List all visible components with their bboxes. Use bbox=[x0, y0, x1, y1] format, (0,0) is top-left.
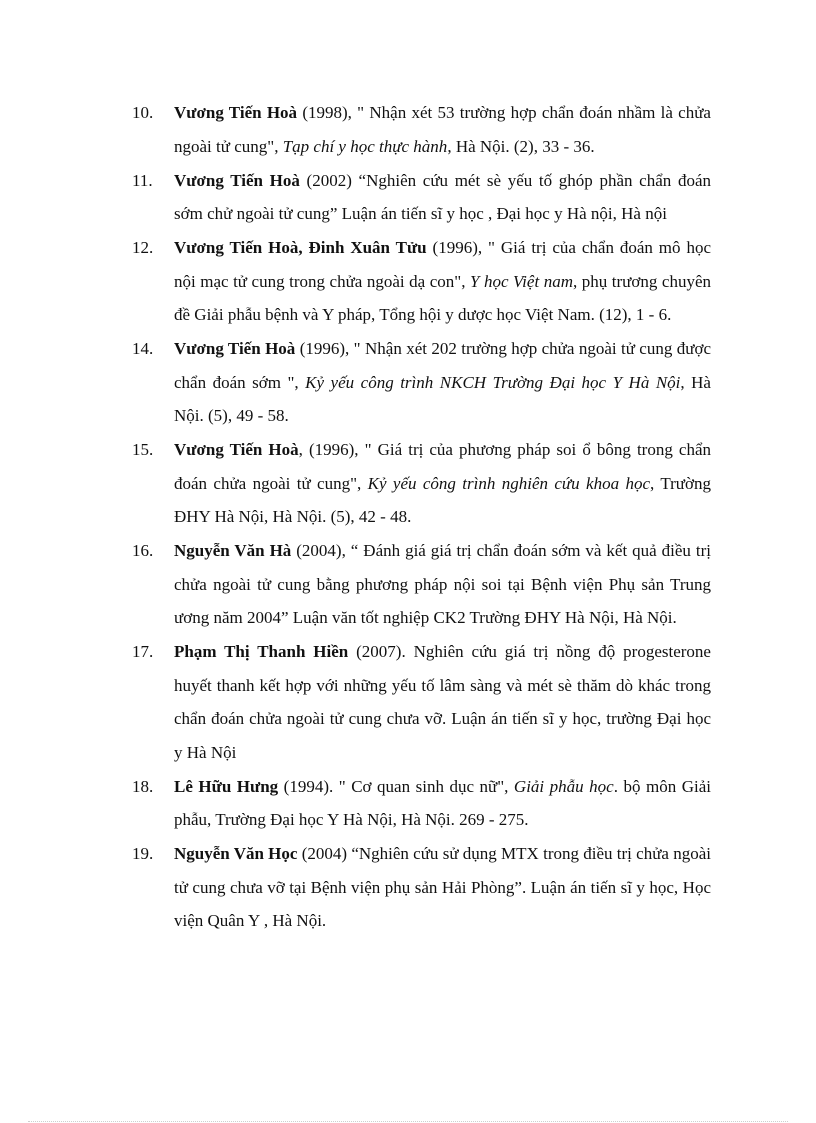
reference-number: 10. bbox=[132, 103, 154, 122]
reference-details: , phụ trương chuyên đề Giải phẫu bệnh và Y pháp, Tổng hội y dược học Việt Nam. (12), 1 - 6. bbox=[174, 271, 711, 324]
reference-text: (2002) “Nghiên cứu mét sè yếu tố ghóp phần chẩn đoán sớm chử ngoài tử cung” Luận án tiến sĩ y học , Đại học y Hà nội, Hà nội bbox=[174, 170, 711, 223]
reference-number: 16. bbox=[132, 541, 154, 560]
reference-author: Vương Tiến Hoà bbox=[174, 103, 298, 122]
reference-number: 15. bbox=[132, 440, 154, 459]
reference-item bbox=[132, 635, 711, 769]
reference-number: 17. bbox=[132, 642, 154, 661]
reference-author: Vương Tiến Hoà, Đinh Xuân Tửu bbox=[174, 238, 427, 257]
reference-text: (1998), " Nhận xét 53 trường hợp chẩn đoán nhầm là chửa ngoài tử cung", bbox=[174, 103, 711, 156]
reference-text: , (1996), " Giá trị của phương pháp soi ổ bông trong chẩn đoán chửa ngoài tử cung", bbox=[174, 440, 711, 493]
reference-source: Kỷ yếu công trình NKCH Trường Đại học Y Hà Nội bbox=[305, 372, 681, 392]
reference-item bbox=[132, 96, 711, 163]
reference-author: Vương Tiến Hoà bbox=[174, 339, 296, 358]
reference-author: Vương Tiến Hoà bbox=[174, 170, 300, 190]
reference-number: 12. bbox=[132, 238, 154, 257]
reference-details: , Hà Nội. (5), 49 - 58. bbox=[174, 372, 711, 425]
reference-number: 14. bbox=[132, 339, 154, 358]
reference-number: 18. bbox=[132, 776, 154, 796]
page-bottom-border bbox=[28, 1121, 788, 1122]
reference-author: Nguyễn Văn Hà bbox=[174, 541, 292, 560]
reference-author: Vương Tiến Hoà bbox=[174, 440, 299, 459]
reference-text: (1996), " Giá trị của chẩn đoán mô học nội mạc tử cung trong chửa ngoài dạ con", bbox=[174, 238, 711, 291]
reference-text: (2004), “ Đánh giá giá trị chẩn đoán sớm và kết quả điều trị chửa ngoài tử cung bằng phương pháp nội soi tại Bệnh viện Phụ sản Trung ương năm 2004” Luận văn tốt nghiệp CK2 Trường ĐHY Hà Nội, Hà Nội. bbox=[174, 541, 711, 627]
reference-text: (2004) “Nghiên cứu sử dụng MTX trong điều trị chửa ngoài tử cung chưa vỡ tại Bệnh viện phụ sản Hải Phòng”. Luận án tiến sĩ y học, Học viện Quân Y , Hà Nội. bbox=[174, 844, 711, 930]
reference-item bbox=[132, 770, 711, 837]
reference-source: Giải phẫu học bbox=[513, 776, 614, 796]
reference-details: , Trường ĐHY Hà Nội, Hà Nội. (5), 42 - 48. bbox=[174, 473, 711, 526]
reference-item bbox=[132, 433, 711, 534]
reference-item bbox=[132, 534, 711, 635]
reference-list bbox=[0, 96, 816, 938]
reference-text: (2007). Nghiên cứu giá trị nồng độ progesterone huyết thanh kết hợp với những yếu tố lâm sàng và mét sè thăm dò khác trong chẩn đoán chửa ngoài tử cung chưa vỡ. Luận án tiến sĩ y học, trường Đại học y Hà Nội bbox=[174, 642, 711, 762]
reference-item bbox=[132, 837, 711, 938]
reference-source: Y học Việt nam bbox=[470, 271, 573, 291]
reference-details: , Hà Nội. (2), 33 - 36. bbox=[447, 136, 595, 156]
reference-number: 11. bbox=[132, 170, 153, 190]
reference-source: Kỷ yếu công trình nghiên cứu khoa học bbox=[367, 473, 651, 493]
reference-author: Nguyễn Văn Học bbox=[174, 844, 298, 863]
reference-source: Tạp chí y học thực hành bbox=[282, 136, 448, 156]
reference-number: 19. bbox=[132, 844, 154, 863]
reference-details: . bộ môn Giải phẫu, Trường Đại học Y Hà Nội, Hà Nội. 269 - 275. bbox=[174, 776, 711, 829]
reference-author: Phạm Thị Thanh Hiền bbox=[174, 642, 349, 661]
reference-text: (1996), " Nhận xét 202 trường hợp chửa ngoài tử cung được chẩn đoán sớm ", bbox=[174, 339, 711, 392]
reference-text: (1994). " Cơ quan sinh dục nữ", bbox=[278, 776, 514, 796]
reference-author: Lê Hữu Hưng bbox=[174, 776, 279, 796]
reference-item bbox=[132, 231, 711, 332]
reference-item bbox=[132, 332, 711, 433]
reference-item bbox=[132, 164, 711, 231]
